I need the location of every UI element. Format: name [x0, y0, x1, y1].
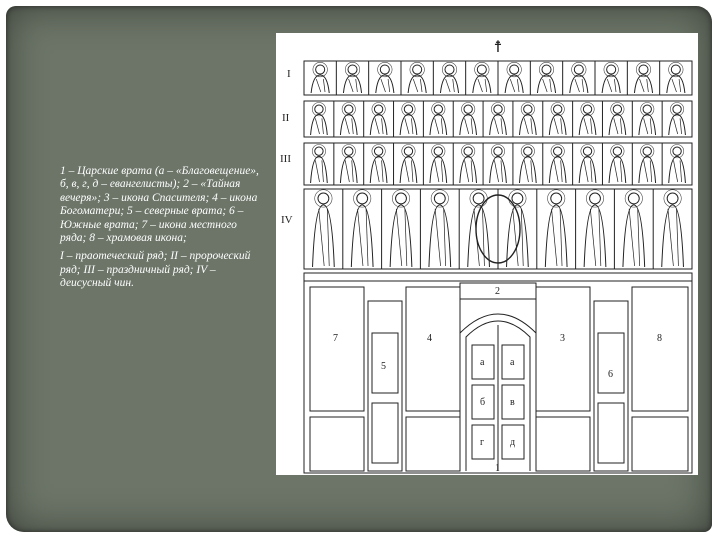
icon-figure [382, 189, 412, 269]
icon-figure [543, 101, 566, 137]
local-tier [304, 273, 692, 473]
icon-figure [334, 143, 357, 185]
door-panel-g: г [480, 437, 485, 448]
icon-figure [498, 189, 528, 269]
icon-figure [595, 61, 620, 95]
icon-figure [433, 61, 458, 95]
label-local-icon: 7 [333, 333, 338, 344]
icon-figure [423, 101, 446, 137]
door-panel-b: б [480, 397, 486, 408]
icon-figure [394, 101, 417, 137]
label-theotokos: 4 [427, 333, 432, 344]
icon-figure [336, 61, 361, 95]
label-royal-doors: 1 [495, 463, 500, 474]
label-temple-icon: 8 [657, 333, 662, 344]
tier-label-3: III [280, 153, 291, 165]
icon-figure [513, 101, 536, 137]
icon-figure [563, 61, 588, 95]
icon-figure [304, 143, 327, 185]
icon-figure [304, 189, 334, 269]
icon-figure [369, 61, 394, 95]
icon-figure [304, 61, 329, 95]
icon-figure [614, 189, 644, 269]
icon-figure [543, 143, 566, 185]
icon-figure [632, 143, 655, 185]
icon-figure [394, 143, 417, 185]
icon-figure [453, 143, 476, 185]
label-savior: 3 [560, 333, 565, 344]
icon-figure [627, 61, 652, 95]
icon-figure [498, 61, 523, 95]
legend-rows: I – праотеческий ряд; II – пророческий ряд; III – праздничный ряд; IV – деисусный чин. [60, 250, 251, 290]
tier-label-1: I [287, 68, 291, 80]
label-south-doors: 6 [608, 369, 613, 380]
icon-figure [662, 143, 685, 185]
icon-figure [483, 101, 506, 137]
door-panel-a-right: а [510, 357, 515, 368]
icon-figure [573, 101, 596, 137]
icon-figure [466, 61, 491, 95]
icon-figure [420, 189, 450, 269]
door-panel-a-left: а [480, 357, 485, 368]
icon-figure [304, 101, 327, 137]
legend-items: 1 – Царские врата (а – «Благовещение», б, в, г, д – евангелисты); 2 – «Тайная вечеря»; 3 – икона Спасителя; 4 – икона Богоматери; 5 – северные врата; 6 – Южные врата; 7 – икона местного ряда; 8 – храмовая икона; [60, 165, 259, 245]
icon-figure [483, 143, 506, 185]
icon-figure [334, 101, 357, 137]
door-panel-v: в [510, 397, 515, 408]
icon-figure [660, 61, 685, 95]
icon-figure [343, 189, 373, 269]
label-last-supper: 2 [495, 286, 500, 297]
icon-figure [453, 101, 476, 137]
icon-tiers [304, 61, 692, 269]
icon-figure [364, 101, 387, 137]
door-panel-d: д [510, 437, 516, 448]
icon-figure [653, 189, 683, 269]
icon-figure [632, 101, 655, 137]
icon-figure [602, 101, 625, 137]
icon-figure [513, 143, 536, 185]
icon-figure [423, 143, 446, 185]
icon-figure [401, 61, 426, 95]
icon-figure [537, 189, 567, 269]
label-north-doors: 5 [381, 361, 386, 372]
iconostasis-diagram [276, 33, 698, 475]
icon-figure [530, 61, 555, 95]
icon-figure [573, 143, 596, 185]
icon-figure [364, 143, 387, 185]
tier-label-4: IV [281, 214, 293, 226]
tier-label-2: II [282, 112, 290, 124]
icon-figure [662, 101, 685, 137]
icon-figure [576, 189, 606, 269]
icon-figure [602, 143, 625, 185]
cross-icon: ☨ [493, 39, 503, 56]
caption-text [60, 165, 260, 296]
